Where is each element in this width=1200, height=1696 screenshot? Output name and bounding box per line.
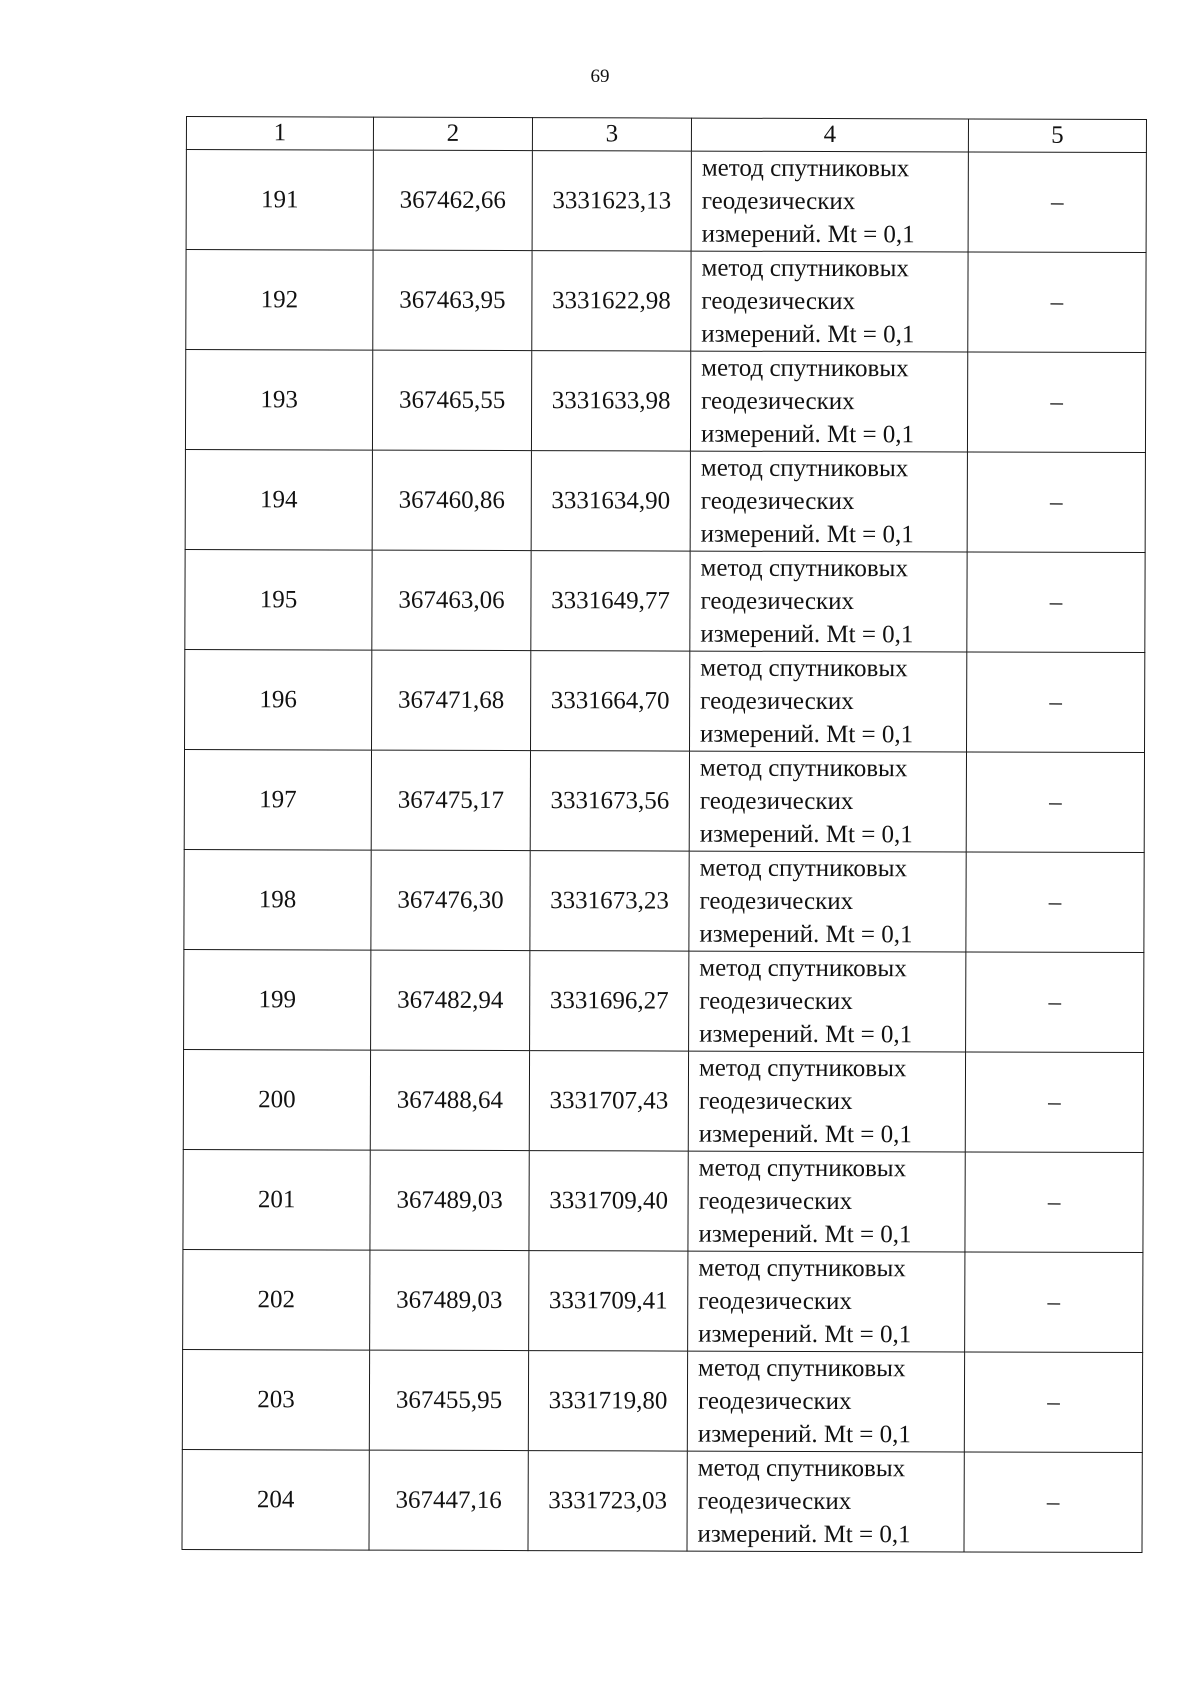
method-line: метод спутниковых (701, 354, 909, 383)
header-cell-5: 5 (968, 119, 1146, 153)
table-row (186, 250, 1146, 353)
method-line: метод спутниковых (700, 554, 909, 583)
method-line: геодезических (701, 387, 855, 416)
method-cell (689, 951, 966, 1052)
method-line: геодезических (701, 187, 856, 216)
y-coordinate-cell: 3331622,98 (532, 251, 691, 351)
y-coordinate-cell: 3331634,90 (531, 451, 690, 551)
method-line: метод спутниковых (698, 1054, 907, 1083)
method-line: метод спутниковых (699, 754, 908, 783)
x-coordinate-cell: 367482,94 (371, 950, 530, 1050)
method-line: метод спутниковых (701, 254, 909, 283)
method-cell (688, 1151, 965, 1252)
method-line: измерений. Mt = 0,1 (697, 1520, 911, 1549)
header-cell-3: 3 (532, 118, 691, 151)
y-coordinate-cell: 3331673,23 (530, 851, 689, 951)
x-coordinate-cell: 367463,95 (373, 250, 532, 350)
x-coordinate-cell: 367476,30 (371, 850, 530, 950)
method-line: измерений. Mt = 0,1 (700, 620, 914, 649)
method-cell (687, 1351, 964, 1452)
y-coordinate-cell: 3331633,98 (531, 351, 690, 451)
method-line: геодезических (697, 1487, 852, 1516)
method-line: геодезических (699, 787, 854, 816)
y-coordinate-cell: 3331649,77 (531, 551, 690, 651)
method-line: геодезических (700, 487, 855, 516)
method-cell (690, 651, 967, 752)
note-cell: – (967, 552, 1145, 653)
method-line: геодезических (701, 287, 856, 316)
method-line: метод спутниковых (699, 954, 907, 983)
header-row (186, 117, 1146, 153)
note-cell: – (965, 1152, 1143, 1253)
table-row (185, 549, 1145, 652)
method-line: измерений. Mt = 0,1 (699, 820, 913, 849)
method-line: измерений. Mt = 0,1 (698, 1220, 912, 1249)
method-line: измерений. Mt = 0,1 (700, 420, 915, 449)
table-row (184, 849, 1144, 952)
method-line: геодезических (699, 887, 854, 916)
table-row (183, 1149, 1143, 1252)
method-line: измерений. Mt = 0,1 (698, 1320, 912, 1349)
x-coordinate-cell: 367489,03 (370, 1150, 529, 1250)
note-cell: – (968, 252, 1146, 353)
y-coordinate-cell: 3331664,70 (531, 651, 690, 751)
method-cell (690, 551, 967, 652)
method-line: метод спутниковых (698, 1354, 906, 1383)
table-row (185, 449, 1145, 552)
table-row (182, 1449, 1142, 1552)
point-number-cell: 191 (186, 150, 373, 251)
point-number-cell: 203 (182, 1349, 369, 1450)
note-cell: – (966, 952, 1144, 1053)
table-row (183, 1249, 1143, 1352)
note-cell: – (967, 452, 1145, 553)
page-number: 69 (590, 66, 610, 87)
table-row (186, 150, 1146, 253)
point-number-cell: 204 (182, 1449, 369, 1550)
method-cell (691, 151, 968, 252)
point-number-cell: 194 (185, 449, 372, 550)
x-coordinate-cell: 367488,64 (370, 1050, 529, 1150)
x-coordinate-cell: 367471,68 (372, 650, 531, 750)
y-coordinate-cell: 3331696,27 (530, 951, 689, 1051)
method-cell (689, 851, 966, 952)
table-row (185, 350, 1145, 453)
method-line: геодезических (698, 1287, 852, 1316)
method-cell (691, 251, 968, 352)
method-cell (690, 451, 967, 552)
y-coordinate-cell: 3331719,80 (528, 1351, 687, 1451)
y-coordinate-cell: 3331707,43 (529, 1051, 688, 1151)
method-line: геодезических (700, 687, 854, 716)
table-row (184, 949, 1144, 1052)
method-line: геодезических (699, 987, 853, 1016)
method-cell (689, 751, 966, 852)
x-coordinate-cell: 367462,66 (373, 150, 532, 250)
point-number-cell: 201 (183, 1149, 370, 1250)
method-line: метод спутниковых (697, 1454, 906, 1483)
header-cell-1: 1 (186, 117, 373, 151)
method-line: геодезических (698, 1187, 853, 1216)
method-cell (688, 1051, 965, 1152)
coordinates-table (181, 116, 1147, 1553)
method-line: метод спутниковых (700, 654, 908, 683)
note-cell: – (965, 1252, 1143, 1353)
point-number-cell: 198 (184, 849, 371, 950)
method-line: измерений. Mt = 0,1 (697, 1420, 911, 1449)
method-line: измерений. Mt = 0,1 (699, 1020, 913, 1049)
method-cell (687, 1451, 964, 1552)
y-coordinate-cell: 3331723,03 (528, 1451, 687, 1551)
point-number-cell: 196 (185, 649, 372, 750)
table-row (184, 749, 1144, 852)
method-line: геодезических (700, 587, 855, 616)
x-coordinate-cell: 367460,86 (372, 450, 531, 550)
method-line: метод спутниковых (701, 154, 910, 183)
x-coordinate-cell: 367489,03 (370, 1250, 529, 1350)
table-row (182, 1349, 1142, 1452)
point-number-cell: 199 (184, 949, 371, 1050)
header-cell-4: 4 (691, 118, 968, 152)
note-cell: – (968, 152, 1146, 253)
x-coordinate-cell: 367447,16 (369, 1450, 528, 1550)
y-coordinate-cell: 3331709,41 (529, 1251, 688, 1351)
method-line: метод спутниковых (698, 1254, 906, 1283)
note-cell: – (967, 652, 1145, 753)
x-coordinate-cell: 367465,55 (372, 350, 531, 450)
method-line: измерений. Mt = 0,1 (701, 320, 915, 349)
point-number-cell: 195 (185, 549, 372, 650)
point-number-cell: 202 (183, 1249, 370, 1350)
point-number-cell: 200 (183, 1049, 370, 1150)
method-line: измерений. Mt = 0,1 (698, 1120, 912, 1149)
method-line: метод спутниковых (699, 854, 908, 883)
method-line: измерений. Mt = 0,1 (700, 520, 914, 549)
header-cell-2: 2 (373, 117, 532, 150)
method-line: измерений. Mt = 0,1 (699, 920, 913, 949)
note-cell: – (965, 1052, 1143, 1153)
note-cell: – (966, 852, 1144, 953)
y-coordinate-cell: 3331709,40 (529, 1151, 688, 1251)
x-coordinate-cell: 367455,95 (369, 1350, 528, 1450)
x-coordinate-cell: 367475,17 (371, 750, 530, 850)
method-line: метод спутниковых (700, 454, 909, 483)
method-line: геодезических (698, 1087, 853, 1116)
note-cell: – (967, 352, 1145, 453)
point-number-cell: 197 (184, 749, 371, 850)
y-coordinate-cell: 3331673,56 (530, 751, 689, 851)
table-body (182, 150, 1146, 1553)
method-line: геодезических (697, 1387, 852, 1416)
y-coordinate-cell: 3331623,13 (532, 151, 691, 251)
method-line: измерений. Mt = 0,1 (700, 720, 914, 749)
table-row (185, 649, 1145, 752)
method-cell (688, 1251, 965, 1352)
point-number-cell: 193 (185, 350, 372, 451)
note-cell: – (964, 1352, 1142, 1453)
method-line: измерений. Mt = 0,1 (701, 220, 915, 249)
note-cell: – (966, 752, 1144, 853)
method-line: метод спутниковых (698, 1154, 907, 1183)
x-coordinate-cell: 367463,06 (372, 550, 531, 650)
method-cell (690, 351, 967, 452)
point-number-cell: 192 (186, 250, 373, 351)
table-row (183, 1049, 1143, 1152)
note-cell: – (964, 1452, 1142, 1553)
